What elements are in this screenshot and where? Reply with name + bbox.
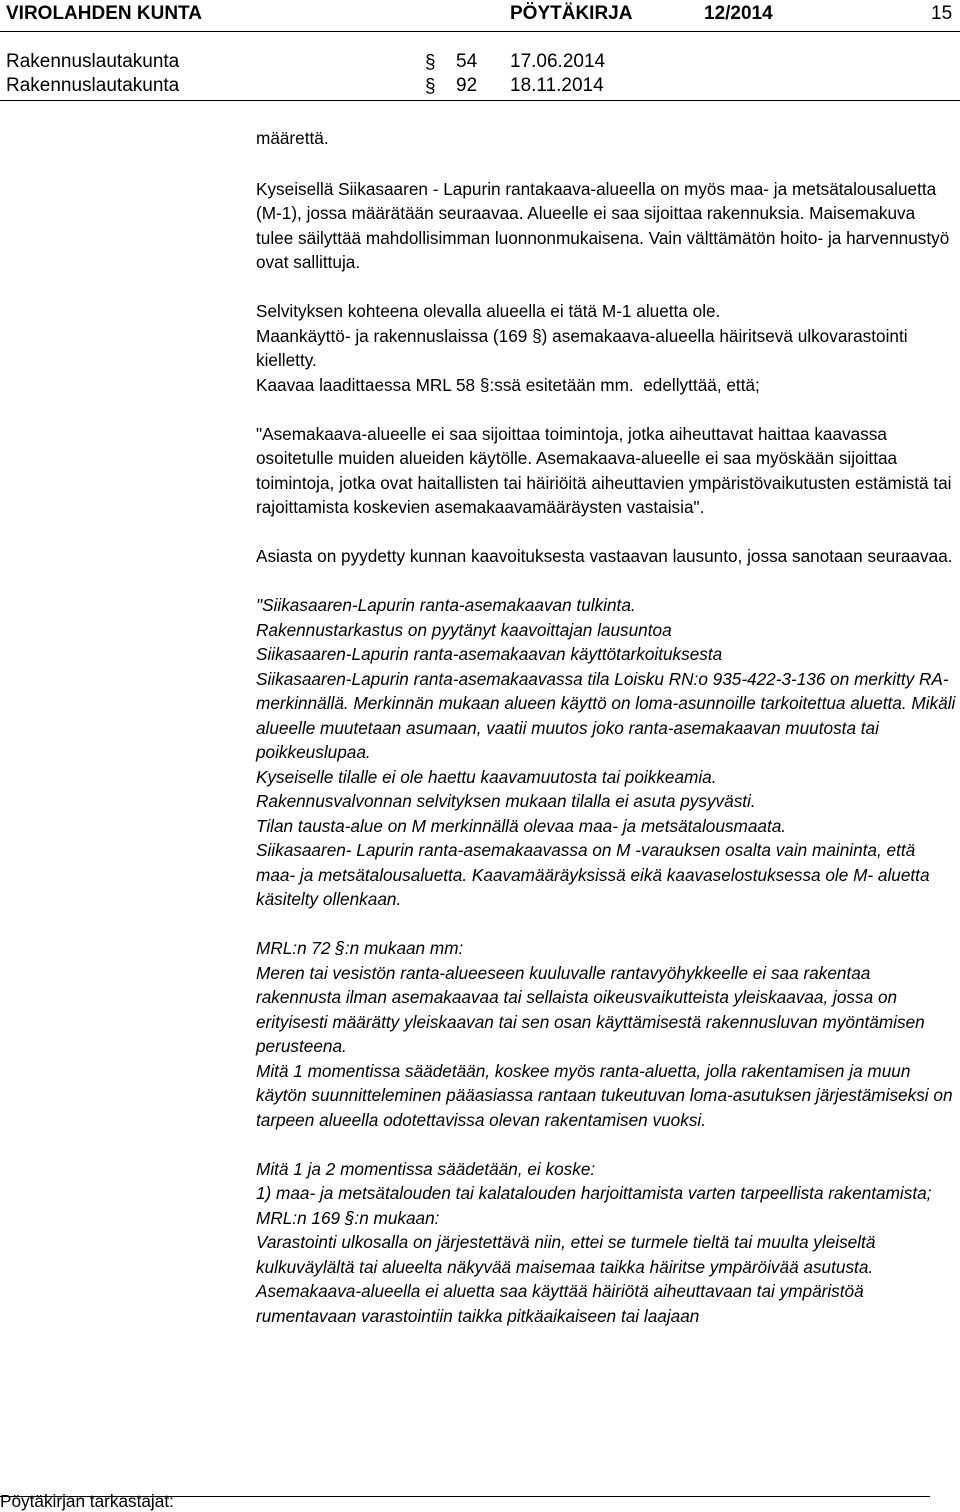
svg-text:§: §	[425, 52, 436, 73]
meeting-board: Rakennuslautakunta	[6, 51, 180, 72]
quote-line: Tilan tausta-alue on M merkinnällä olevaa maa- ja metsätalousmaata.	[256, 815, 787, 836]
paragraph	[256, 373, 956, 398]
paragraph: Selvityksen kohteena olevalla alueella ei tätä M-1 aluetta ole.	[256, 301, 721, 321]
minutes-checkers-label: Pöytäkirjan tarkastajat:	[0, 1491, 174, 1511]
paragraph: Kyseisellä Siikasaaren - Lapurin rantakaava-alueella on myös maa- ja metsätalousaluetta (M-1), jossa määrätään seuraavaa. Alueelle ei saa sijoittaa rakennuksia. Maisemakuva tulee säilyttää mahdollisimman luonnonmukaisena. Vain välttämätön hoito- ja harvennustyö ovat sallittuja.	[256, 178, 955, 272]
text-fragment: :n mukaan:	[354, 1207, 440, 1228]
document-number: 12/2014	[704, 3, 773, 24]
citation-heading	[256, 1206, 956, 1231]
quote-line: Siikasaaren-Lapurin ranta-asemakaavan käyttötarkoituksesta	[256, 644, 723, 664]
citation-heading	[256, 936, 956, 961]
text-fragment: MRL:n 169	[256, 1207, 345, 1228]
section-sign-icon	[424, 72, 436, 98]
text-fragment: MRL:n 72	[256, 938, 336, 958]
section-sign-icon	[424, 48, 436, 74]
meeting-date: 18.11.2014	[510, 75, 604, 96]
citation-line: Mitä 1 momentissa säädetään, koskee myös ranta-aluetta, jolla rakentamisen ja muun käytön suunnitteleminen pääasiassa rantaan tukeutuvan loma-asutuksen järjestämiseksi on tarpeen alueella odotettavissa olevan rakentamisen vuoksi.	[256, 1060, 958, 1130]
header-divider	[0, 31, 960, 32]
page-number: 15	[931, 3, 953, 24]
quote-line: Siikasaaren-Lapurin ranta-asemakaavassa tila Loisku RN:o 935-422-3-136 on merkitty RA-merkinnällä. Merkinnän mukaan alueen käyttö on loma-asunnoille tarkoitettua aluetta. Mikäli alueelle muutetaan asumaan, vaatii muutos joko ranta-asemakaavan muutosta tai poikkeuslupaa.	[256, 668, 960, 762]
section-sign-icon: §	[344, 1207, 355, 1228]
text-fragment: Kaavaa laadittaessa MRL 58	[256, 374, 480, 395]
header-divider	[0, 100, 960, 101]
section-sign-icon: §	[479, 374, 490, 395]
text-fragment: ) asemakaava-alueella häiritsevä ulkovarastointi kielletty.	[256, 325, 913, 370]
section-sign-icon: §	[335, 938, 345, 958]
text-fragment: Maankäyttö- ja rakennuslaissa (169	[256, 325, 533, 346]
meeting-board: Rakennuslautakunta	[6, 75, 180, 96]
meeting-date: 17.06.2014	[510, 51, 606, 72]
paragraph: määrettä.	[256, 128, 329, 148]
paragraph: "Asemakaava-alueelle ei saa sijoittaa toimintoja, jotka aiheuttavat haittaa kaavassa osoitetulle muiden alueiden käytölle. Asemakaava-alueelle ei saa myöskään sijoittaa toimintoja, jotka ovat haitallisten tai häiriöitä aiheuttavien ympäristövaikutusten estämistä tai rajoittamista koskevien asemakaavamääräysten vastaisia".	[256, 423, 957, 517]
svg-text:§: §	[425, 76, 436, 97]
paragraph	[256, 324, 956, 373]
quote-line: Siikasaaren- Lapurin ranta-asemakaavassa on M -varauksen osalta vain maininta, että maa- ja metsätalousaluetta. Kaavamääräyksissä eikä kaavaselostuksessa ole M- aluetta käsitelty ollenkaan.	[256, 840, 935, 909]
citation-line: 1) maa- ja metsätalouden tai kalatalouden harjoittamista varten tarpeellista rakentamista;	[256, 1183, 932, 1203]
quote-line: Rakennusvalvonnan selvityksen mukaan tilalla ei asuta pysyvästi.	[256, 791, 756, 811]
law-citation-exemptions	[256, 1157, 956, 1329]
citation-line: Asemakaava-alueella ei aluetta saa käyttää häiriötä aiheuttavaan tai ympäristöä rumentavaan varastointiin taikka pitkäaikaiseen tai laajaan	[256, 1281, 869, 1326]
citation-line: Varastointi ulkosalla on järjestettävä niin, ettei se turmele tieltä tai muulta yleiseltä kulkuväylältä tai alueelta näkyvää maisemaa taikka häiritse ympäröivää asutusta.	[256, 1232, 881, 1277]
citation-line: Mitä 1 ja 2 momentissa säädetään, ei koske:	[256, 1158, 596, 1179]
section-sign-icon: §	[532, 325, 542, 346]
quote-line: "Siikasaaren-Lapurin ranta-asemakaavan tulkinta.	[256, 595, 636, 615]
citation-line: Meren tai vesistön ranta-alueeseen kuuluvalle rantavyöhykkeelle ei saa rakentaa rakennusta ilman asemakaavaa tai sellaista oikeusvaikutteista yleiskaavaa, jossa on erityisesti määrätty yleiskaavan tai sen osan käyttämisestä rakennusluvan myöntämisen perusteena.	[256, 962, 930, 1056]
text-fragment: :n mukaan mm:	[344, 938, 464, 958]
quote-line: Rakennustarkastus on pyytänyt kaavoittajan lausuntoa	[256, 619, 672, 640]
text-fragment: :ssä esitetään mm. edellyttää, että;	[489, 374, 760, 395]
municipality-name: VIROLAHDEN KUNTA	[6, 3, 202, 24]
paragraph: Asiasta on pyydetty kunnan kaavoituksesta vastaavan lausunto, jossa sanotaan seuraavaa.	[256, 546, 953, 566]
law-citation-mrl72	[256, 936, 956, 1132]
document-type: PÖYTÄKIRJA	[510, 3, 633, 24]
quoted-statement	[256, 593, 960, 912]
meeting-section: 92	[456, 75, 478, 96]
minutes-body	[256, 126, 960, 1328]
quote-line: Kyseiselle tilalle ei ole haettu kaavamuutosta tai poikkeamia.	[256, 766, 717, 787]
meeting-section: 54	[456, 51, 478, 72]
